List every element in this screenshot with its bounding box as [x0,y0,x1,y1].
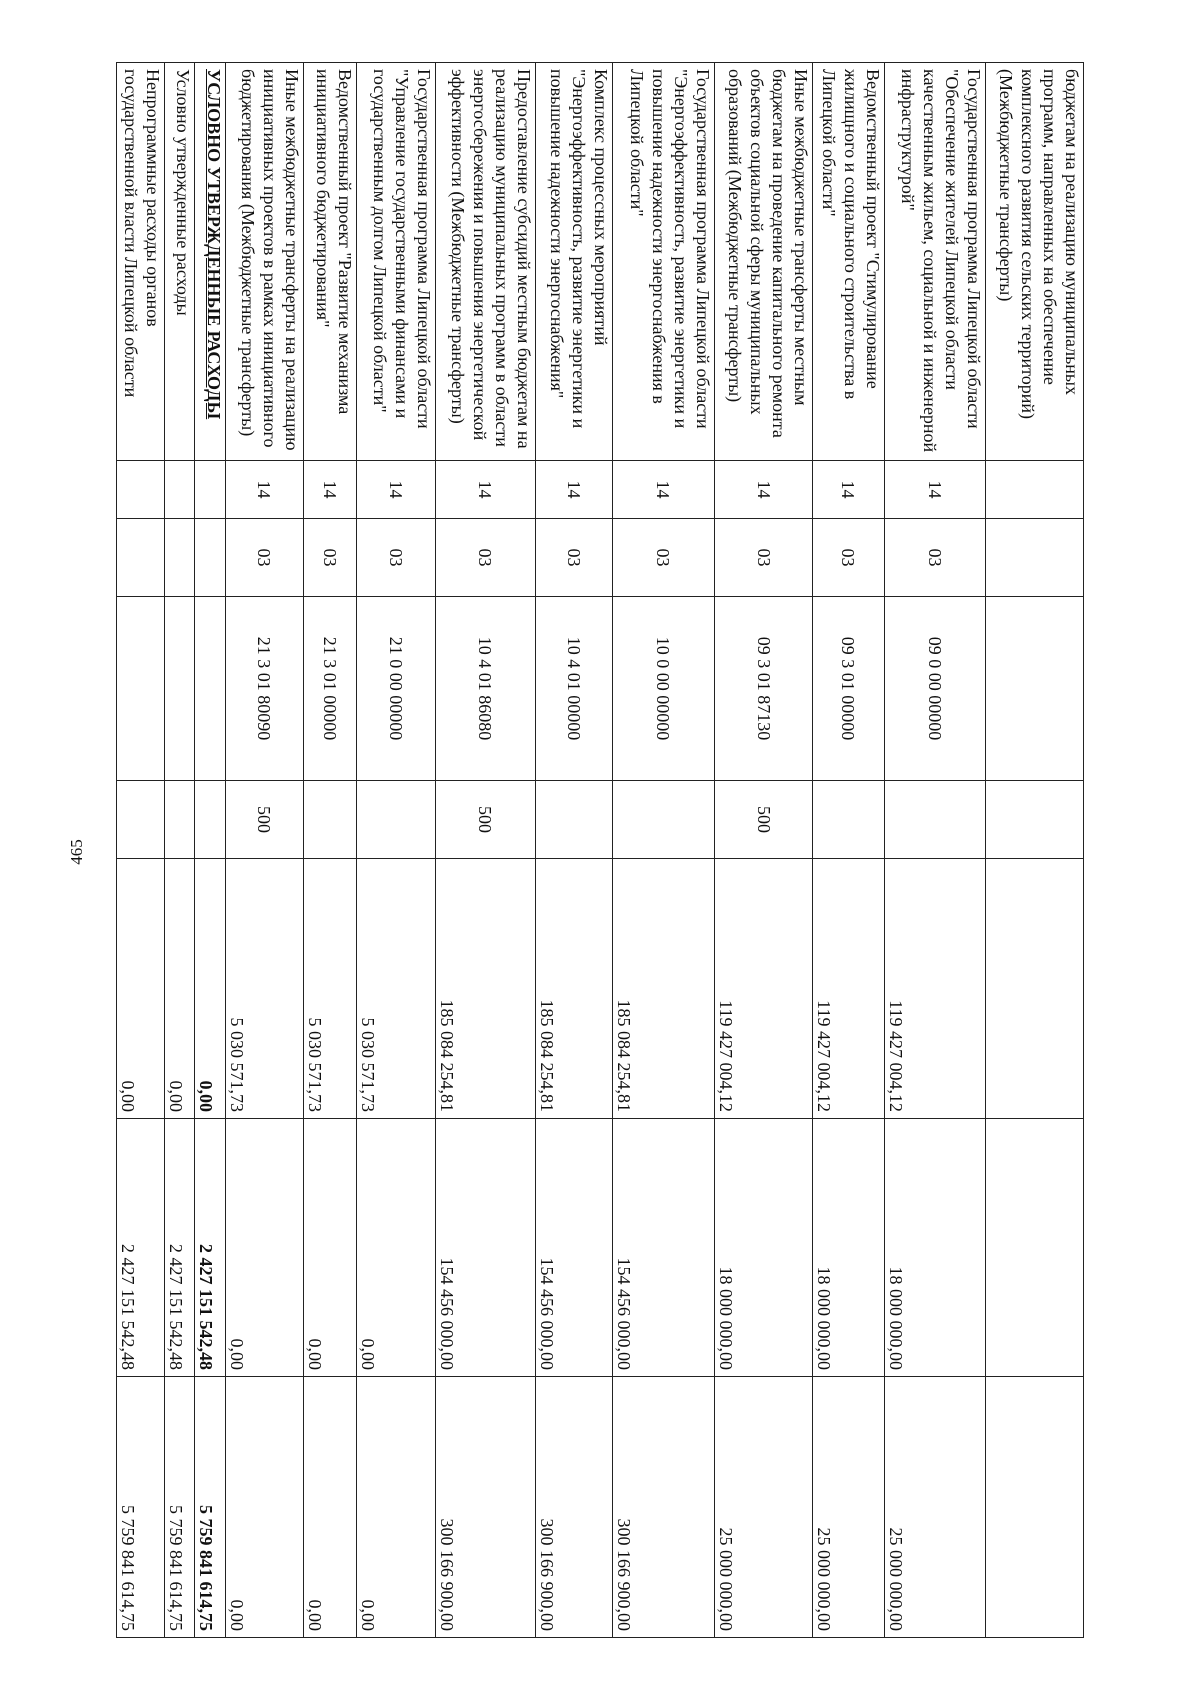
section-code-cell: 14 [884,461,985,519]
subsection-code-cell [165,519,195,597]
section-code-cell [165,461,195,519]
table-row [165,63,195,1638]
sum-year3-cell: 0,00 [225,1377,303,1638]
table-row [813,63,884,1638]
target-article-cell: 09 3 01 87130 [715,597,813,781]
section-code-cell: 14 [303,461,356,519]
subsection-code-cell [117,519,165,597]
sum-year2-cell: 2 427 151 542,48 [165,1119,195,1377]
subsection-code-cell [985,519,1083,597]
subsection-code-cell: 03 [715,519,813,597]
sum-year2-cell: 0,00 [356,1119,435,1377]
budget-table [116,62,1084,1638]
row-name-cell: Непрограммные расходы органов государственной власти Липецкой области [117,63,165,461]
budget-table-sheet [116,62,1084,1637]
subsection-code-cell: 03 [813,519,884,597]
row-name-cell: Ведомственный проект "Развитие механизма инициативного бюджетирования" [303,63,356,461]
target-article-cell: 10 0 00 00000 [612,597,714,781]
table-row-total [194,63,225,1638]
expense-type-cell [303,781,356,859]
sum-year1-cell: 0,00 [165,859,195,1119]
row-name-cell: Ведомственный проект "Стимулирование жилищного и социального строительства в Липецкой области" [813,63,884,461]
subsection-code-cell: 03 [303,519,356,597]
sum-year1-cell: 5 030 571,73 [356,859,435,1119]
target-article-cell: 21 3 01 00000 [303,597,356,781]
sum-year2-cell: 154 456 000,00 [536,1119,613,1377]
sum-year2-cell: 18 000 000,00 [715,1119,813,1377]
table-row [884,63,985,1638]
sum-year1-cell [985,859,1083,1119]
row-name-cell: Предоставление субсидий местным бюджетам на реализацию муниципальных программ в области энергосбережения и повышения энергетической эффективности (Межбюджетные трансферты) [435,63,535,461]
sum-year2-cell: 2 427 151 542,48 [194,1119,225,1377]
sum-year3-cell [985,1377,1083,1638]
row-name-cell: бюджетам на реализацию муниципальных программ, направленных на обеспечение комплексного развития сельских территорий) (Межбюджетные трансферты) [985,63,1083,461]
section-code-cell: 14 [813,461,884,519]
section-code-cell: 14 [356,461,435,519]
page-number: 465 [67,839,86,865]
row-name-cell: Условно утвержденные расходы [165,63,195,461]
sum-year3-cell: 0,00 [303,1377,356,1638]
row-name-cell: Иные межбюджетные трансферты на реализацию инициативных проектов в рамках инициативного бюджетирования (Межбюджетные трансферты) [225,63,303,461]
expense-type-cell [884,781,985,859]
table-row [117,63,165,1638]
section-code-cell: 14 [612,461,714,519]
section-code-cell: 14 [715,461,813,519]
expense-type-cell [985,781,1083,859]
sum-year3-cell: 0,00 [356,1377,435,1638]
row-name-cell: Комплекс процессных мероприятий "Энергоэффективность, развитие энергетики и повышение надежности энергоснабжения" [536,63,613,461]
section-code-cell [194,461,225,519]
target-article-cell: 09 3 01 00000 [813,597,884,781]
expense-type-cell: 500 [435,781,535,859]
target-article-cell [985,597,1083,781]
subsection-code-cell: 03 [356,519,435,597]
sum-year1-cell: 5 030 571,73 [303,859,356,1119]
row-name-cell: Государственная программа Липецкой области "Управление государственными финансами и государственным долгом Липецкой области" [356,63,435,461]
sum-year3-cell: 300 166 900,00 [612,1377,714,1638]
expense-type-cell [194,781,225,859]
row-name-cell: Иные межбюджетные трансферты местным бюджетам на проведение капитального ремонта объектов социальной сферы муниципальных образований (Межбюджетные трансферты) [715,63,813,461]
section-code-cell [985,461,1083,519]
table-row [435,63,535,1638]
expense-type-cell [117,781,165,859]
sum-year3-cell: 25 000 000,00 [813,1377,884,1638]
sum-year3-cell: 5 759 841 614,75 [165,1377,195,1638]
expense-type-cell: 500 [715,781,813,859]
sum-year1-cell: 0,00 [117,859,165,1119]
sum-year2-cell [985,1119,1083,1377]
subsection-code-cell: 03 [612,519,714,597]
sum-year3-cell: 5 759 841 614,75 [194,1377,225,1638]
sum-year3-cell: 5 759 841 614,75 [117,1377,165,1638]
sum-year2-cell: 0,00 [225,1119,303,1377]
sum-year1-cell: 119 427 004,12 [813,859,884,1119]
target-article-cell: 21 0 00 00000 [356,597,435,781]
expense-type-cell [536,781,613,859]
target-article-cell: 09 0 00 00000 [884,597,985,781]
target-article-cell [194,597,225,781]
subsection-code-cell: 03 [435,519,535,597]
target-article-cell [165,597,195,781]
subsection-code-cell [194,519,225,597]
sum-year2-cell: 2 427 151 542,48 [117,1119,165,1377]
sum-year3-cell: 300 166 900,00 [536,1377,613,1638]
expense-type-cell [813,781,884,859]
sum-year1-cell: 119 427 004,12 [715,859,813,1119]
table-row [225,63,303,1638]
table-row [985,63,1083,1638]
target-article-cell: 10 4 01 00000 [536,597,613,781]
table-row [612,63,714,1638]
sum-year1-cell: 119 427 004,12 [884,859,985,1119]
section-code-cell: 14 [536,461,613,519]
subsection-code-cell: 03 [225,519,303,597]
expense-type-cell [165,781,195,859]
sum-year3-cell: 25 000 000,00 [884,1377,985,1638]
sum-year2-cell: 18 000 000,00 [813,1119,884,1377]
table-row [303,63,356,1638]
row-name-cell: УСЛОВНО УТВЕРЖДЕННЫЕ РАСХОДЫ [194,63,225,461]
row-name-cell: Государственная программа Липецкой области "Обеспечение жителей Липецкой области качественным жильем, социальной и инженерной инфраструктурой" [884,63,985,461]
expense-type-cell: 500 [225,781,303,859]
sum-year2-cell: 18 000 000,00 [884,1119,985,1377]
section-code-cell: 14 [435,461,535,519]
target-article-cell: 10 4 01 86080 [435,597,535,781]
target-article-cell: 21 3 01 80090 [225,597,303,781]
expense-type-cell [356,781,435,859]
table-row [356,63,435,1638]
table-row [536,63,613,1638]
sum-year1-cell: 185 084 254,81 [536,859,613,1119]
sum-year2-cell: 154 456 000,00 [612,1119,714,1377]
sum-year1-cell: 185 084 254,81 [435,859,535,1119]
sum-year2-cell: 0,00 [303,1119,356,1377]
sum-year3-cell: 25 000 000,00 [715,1377,813,1638]
section-code-cell [117,461,165,519]
subsection-code-cell: 03 [536,519,613,597]
sum-year1-cell: 0,00 [194,859,225,1119]
sum-year2-cell: 154 456 000,00 [435,1119,535,1377]
row-name-cell: Государственная программа Липецкой области "Энергоэффективность, развитие энергетики и повышение надежности энергоснабжения в Липецкой области" [612,63,714,461]
section-code-cell: 14 [225,461,303,519]
sum-year3-cell: 300 166 900,00 [435,1377,535,1638]
sum-year1-cell: 5 030 571,73 [225,859,303,1119]
sum-year1-cell: 185 084 254,81 [612,859,714,1119]
target-article-cell [117,597,165,781]
expense-type-cell [612,781,714,859]
subsection-code-cell: 03 [884,519,985,597]
table-row [715,63,813,1638]
